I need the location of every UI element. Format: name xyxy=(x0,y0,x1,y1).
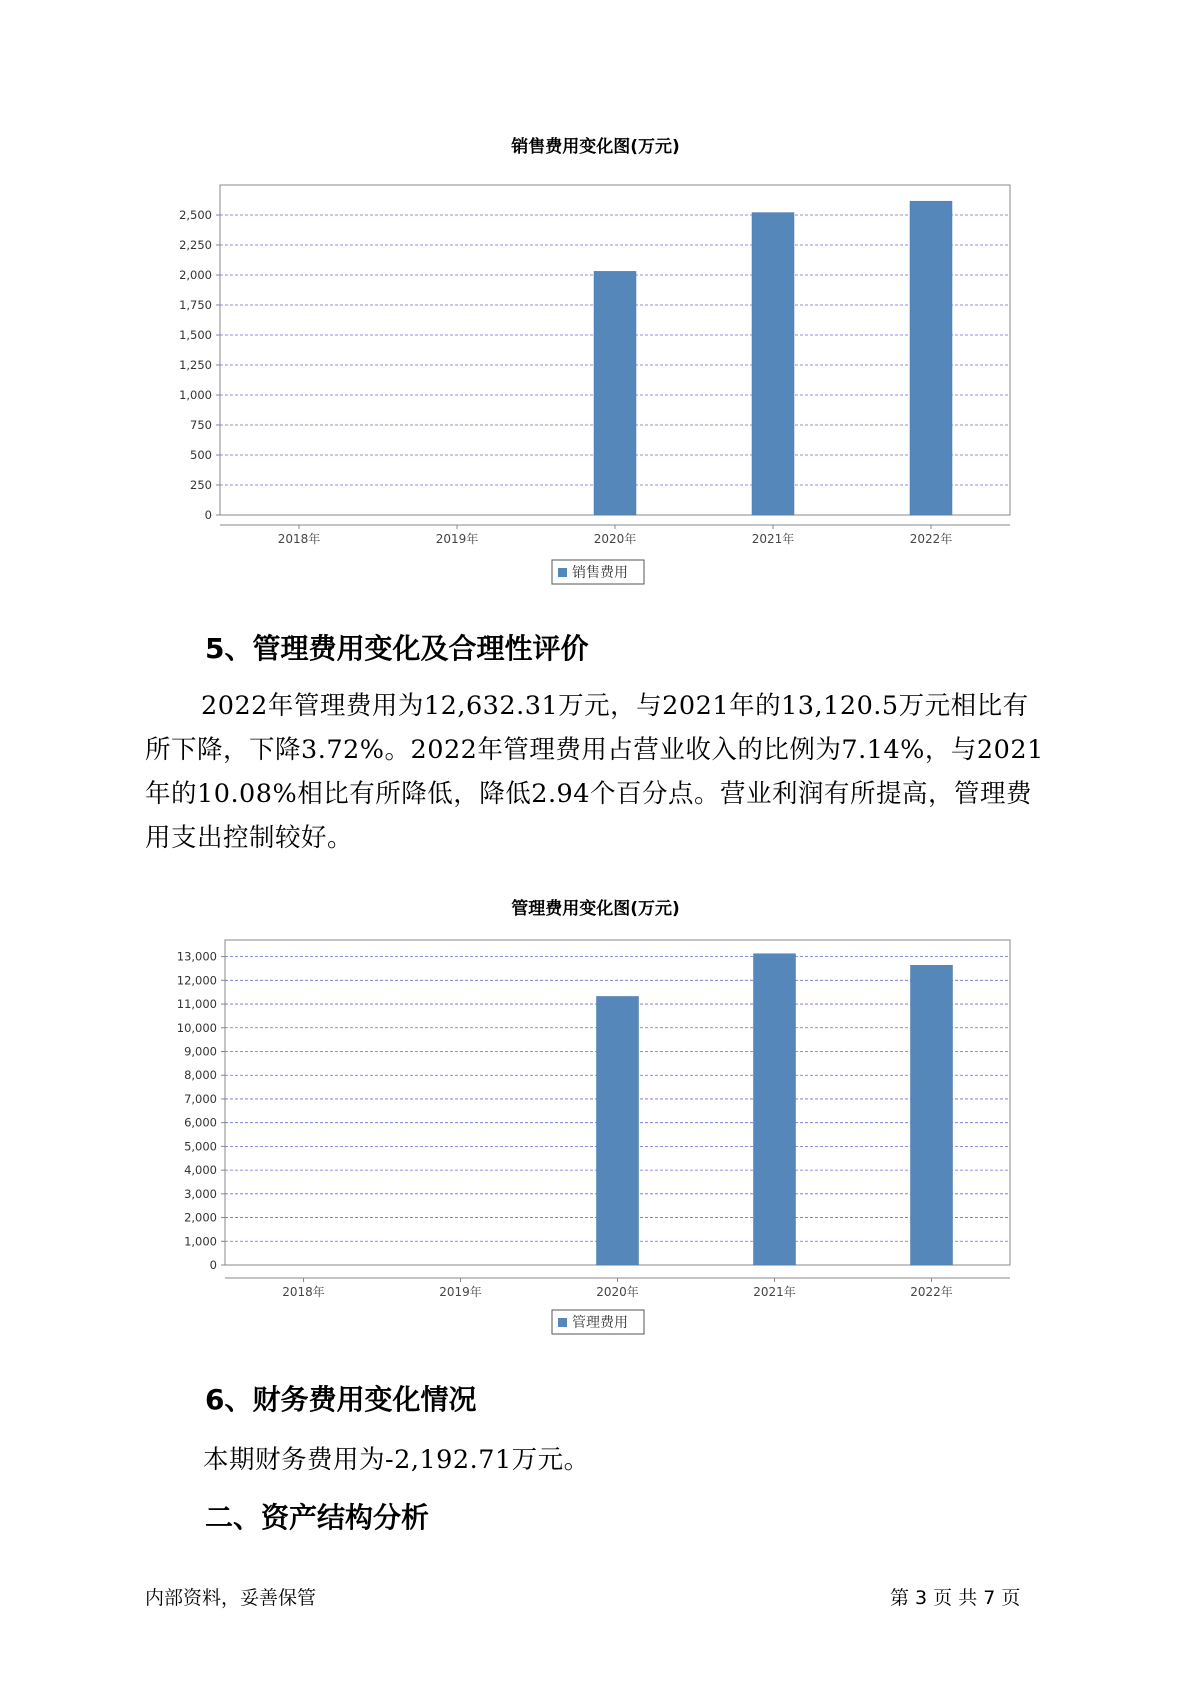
x-tick-label: 2018年 xyxy=(282,1285,325,1299)
sales-expense-chart xyxy=(0,170,1191,610)
y-tick-label: 1,000 xyxy=(184,1234,217,1249)
bar-2022年 xyxy=(911,965,953,1265)
x-tick-label: 2022年 xyxy=(909,532,953,546)
y-tick-label: 750 xyxy=(190,418,212,432)
y-tick-label: 12,000 xyxy=(176,973,217,988)
section-two-heading: 二、资产结构分析 xyxy=(205,1501,430,1534)
y-tick-label: 1,000 xyxy=(179,388,212,402)
chart-title-sales-expense: 销售费用变化图(万元) xyxy=(511,137,680,157)
section-6-heading: 6、财务费用变化情况 xyxy=(205,1383,477,1416)
y-tick-label: 250 xyxy=(190,478,212,492)
x-tick-label: 2020年 xyxy=(593,532,637,546)
y-tick-label: 500 xyxy=(190,448,212,462)
y-tick-label: 9,000 xyxy=(184,1044,217,1059)
y-tick-label: 2,500 xyxy=(179,208,212,222)
y-tick-label: 7,000 xyxy=(184,1091,217,1106)
y-tick-label: 3,000 xyxy=(184,1186,217,1201)
x-tick-label: 2021年 xyxy=(751,532,795,546)
footer-confidential-note: 内部资料，妥善保管 xyxy=(145,1587,317,1609)
x-tick-label: 2022年 xyxy=(910,1285,953,1299)
y-tick-label: 6,000 xyxy=(184,1115,217,1130)
section-5-heading: 5、管理费用变化及合理性评价 xyxy=(205,632,589,665)
y-tick-label: 1,750 xyxy=(179,298,212,312)
bar-2020年 xyxy=(594,271,636,515)
y-tick-label: 10,000 xyxy=(176,1020,217,1035)
legend-label: 管理费用 xyxy=(572,1315,628,1331)
y-tick-label: 0 xyxy=(204,508,212,522)
y-tick-label: 13,000 xyxy=(176,949,217,964)
bar-2022年 xyxy=(910,201,952,515)
x-tick-label: 2020年 xyxy=(596,1285,639,1299)
chart-legend xyxy=(552,560,644,584)
y-tick-label: 0 xyxy=(209,1258,217,1272)
x-tick-label: 2019年 xyxy=(439,1285,482,1299)
y-tick-label: 1,500 xyxy=(179,328,212,342)
bar-2021年 xyxy=(752,213,794,515)
y-tick-label: 4,000 xyxy=(184,1163,217,1178)
chart-legend xyxy=(552,1310,644,1334)
footer-page-number: 第 3 页 共 7 页 xyxy=(890,1587,1021,1609)
bar-2020年 xyxy=(597,996,639,1265)
y-tick-label: 11,000 xyxy=(176,997,217,1012)
chart-title-admin-expense: 管理费用变化图(万元) xyxy=(511,899,680,919)
legend-label: 销售费用 xyxy=(572,565,628,581)
admin-expense-chart xyxy=(0,930,1191,1340)
y-tick-label: 2,000 xyxy=(179,268,212,282)
section-6-paragraph: 本期财务费用为-2,192.71万元。 xyxy=(203,1445,590,1475)
section-5-paragraph: 2022年管理费用为12,632.31万元，与2021年的13,120.5万元相比有所下降，下降3.72%。2022年管理费用占营业收入的比例为7.14%，与2021年的10.08%相比有所降低，降低2.94个百分点。营业利润有所提高，管理费用支出控制较好。 xyxy=(145,691,1044,853)
legend-swatch xyxy=(558,568,567,577)
y-tick-label: 8,000 xyxy=(184,1068,217,1083)
x-tick-label: 2021年 xyxy=(753,1285,796,1299)
x-tick-label: 2018年 xyxy=(277,532,321,546)
y-tick-label: 2,000 xyxy=(184,1210,217,1225)
y-tick-label: 1,250 xyxy=(179,358,212,372)
x-tick-label: 2019年 xyxy=(435,532,479,546)
y-tick-label: 2,250 xyxy=(179,238,212,252)
y-tick-label: 5,000 xyxy=(184,1139,217,1154)
bar-2021年 xyxy=(754,954,796,1265)
legend-swatch xyxy=(558,1318,567,1327)
